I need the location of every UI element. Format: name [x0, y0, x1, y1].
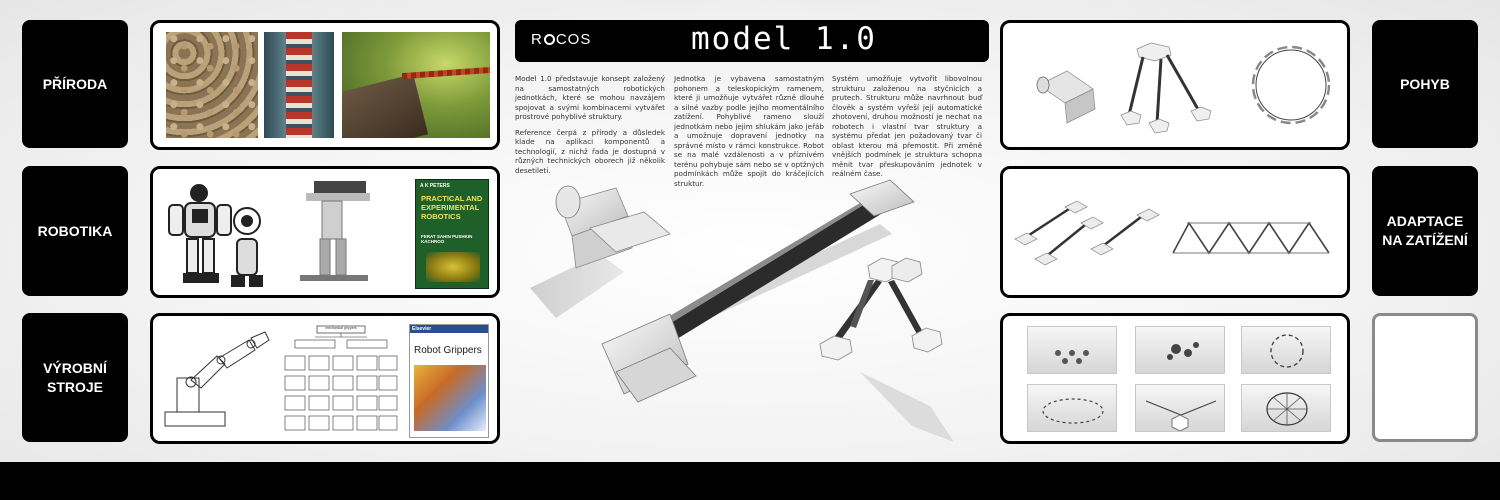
swarm-thumbnail [1241, 326, 1331, 374]
adaptation-renders [1003, 169, 1347, 295]
paragraph: Model 1.0 představuje konsept založený na samostatných robotických jednotkách, které se mohou navzájem spojovat a svými kombinacemi vytvářet prostrové pohyblivé struktury. [515, 74, 665, 121]
book-title: PRACTICAL AND EXPERIMENTAL ROBOTICS [421, 194, 483, 221]
swarm-thumbnail [1135, 384, 1225, 432]
movement-renders [1003, 23, 1347, 147]
panel-movement [1000, 20, 1350, 150]
bottom-band [0, 462, 1500, 500]
panel-robotics [150, 166, 500, 298]
tile-empty [1372, 313, 1478, 442]
tile-robotika [22, 166, 128, 296]
paragraph: Systém umožňuje vytvořit libovolnou strukturu založenou na styčnicích a prutech. Strukturu může navrhnout buď člověk a systém vyřeší její automatické zhotovení, druhou možností je nechat na robotech i vlastní tvar struktury a systému předat jen požadovaný tvar či oblast kterou má přemostit. Při změně vnějších podmínek je struktura schopna měnit tvar přeskupováním jednotek v reálném čase. [832, 74, 982, 178]
logo-prefix: R [531, 31, 543, 48]
tile-label: ROBOTIKA [37, 222, 113, 239]
book-title: Robot Grippers [414, 345, 482, 356]
book-authors: FERAT SAHIN PUSHKIN KACHROO [421, 234, 473, 244]
biped-robot-image [288, 175, 378, 291]
panel-swarm [1000, 313, 1350, 444]
tile-label: POHYB [1400, 75, 1450, 92]
page-title: model 1.0 [691, 21, 877, 57]
logo-ring-icon [544, 34, 555, 45]
rocos-logo [531, 31, 591, 48]
panel-nature [150, 20, 500, 150]
crocodile-skin-image [166, 32, 258, 138]
book-publisher: A K PETERS [420, 183, 450, 189]
swarm-thumbnail [1027, 384, 1117, 432]
text-column-1 [515, 74, 665, 175]
tile-pohyb [1372, 20, 1478, 148]
tile-label: ADAPTACE NA ZATÍŽENÍ [1382, 213, 1468, 248]
panel-machines [150, 313, 500, 444]
header-bar [515, 20, 989, 62]
paragraph: Reference čerpá z přírody a důsledek klade na aplikaci komponentů a technologií, z nichž řada je dostupná v různých technických oborech již několik desetiletí. [515, 127, 665, 175]
tile-label: PŘÍRODA [42, 75, 108, 92]
panel-adaptation [1000, 166, 1350, 298]
robot-arm-diagram [161, 326, 281, 434]
tile-adaptace [1372, 166, 1478, 296]
ant-column-image [264, 32, 334, 138]
robot-module-render [520, 176, 990, 458]
book-publisher: Elsevier [412, 326, 432, 332]
grippers-book-cover [409, 324, 489, 438]
swarm-thumbnail [1135, 326, 1225, 374]
tile-label: VÝROBNÍ STROJE [43, 359, 107, 395]
swarm-thumbnail [1027, 326, 1117, 374]
humanoid-robot-image [165, 177, 275, 293]
ant-bridge-image [342, 32, 490, 138]
swarm-thumbnail [1241, 384, 1331, 432]
gripper-classification-chart [281, 324, 401, 436]
diagram-title: mechanical grippers [325, 326, 357, 330]
text-column-3 [832, 74, 982, 179]
text-column-2 [674, 74, 824, 188]
robotics-book-cover [415, 179, 489, 289]
tile-priroda [22, 20, 128, 148]
tile-vyrobni-stroje [22, 313, 128, 442]
logo-suffix: COS [555, 31, 592, 48]
paragraph: Jednotka je vybavena samostatným pohonem a teleskopickým ramenem, které ji umožňuje vytvářet různě dlouhé a silné vazby podle jejího momentálního zatížení. Pohyblivé rameno slouží jednotkám nebo jejim shlukám jako jeřáb a umožnuje dopravení jednotky na správné místo v rámci konstrukce. Robot se na malé vzdálenosti a v příznivém terénu pohybuje sám nebo se v optžných podmínkách může spojit do kráčejících struktur. [674, 74, 824, 188]
